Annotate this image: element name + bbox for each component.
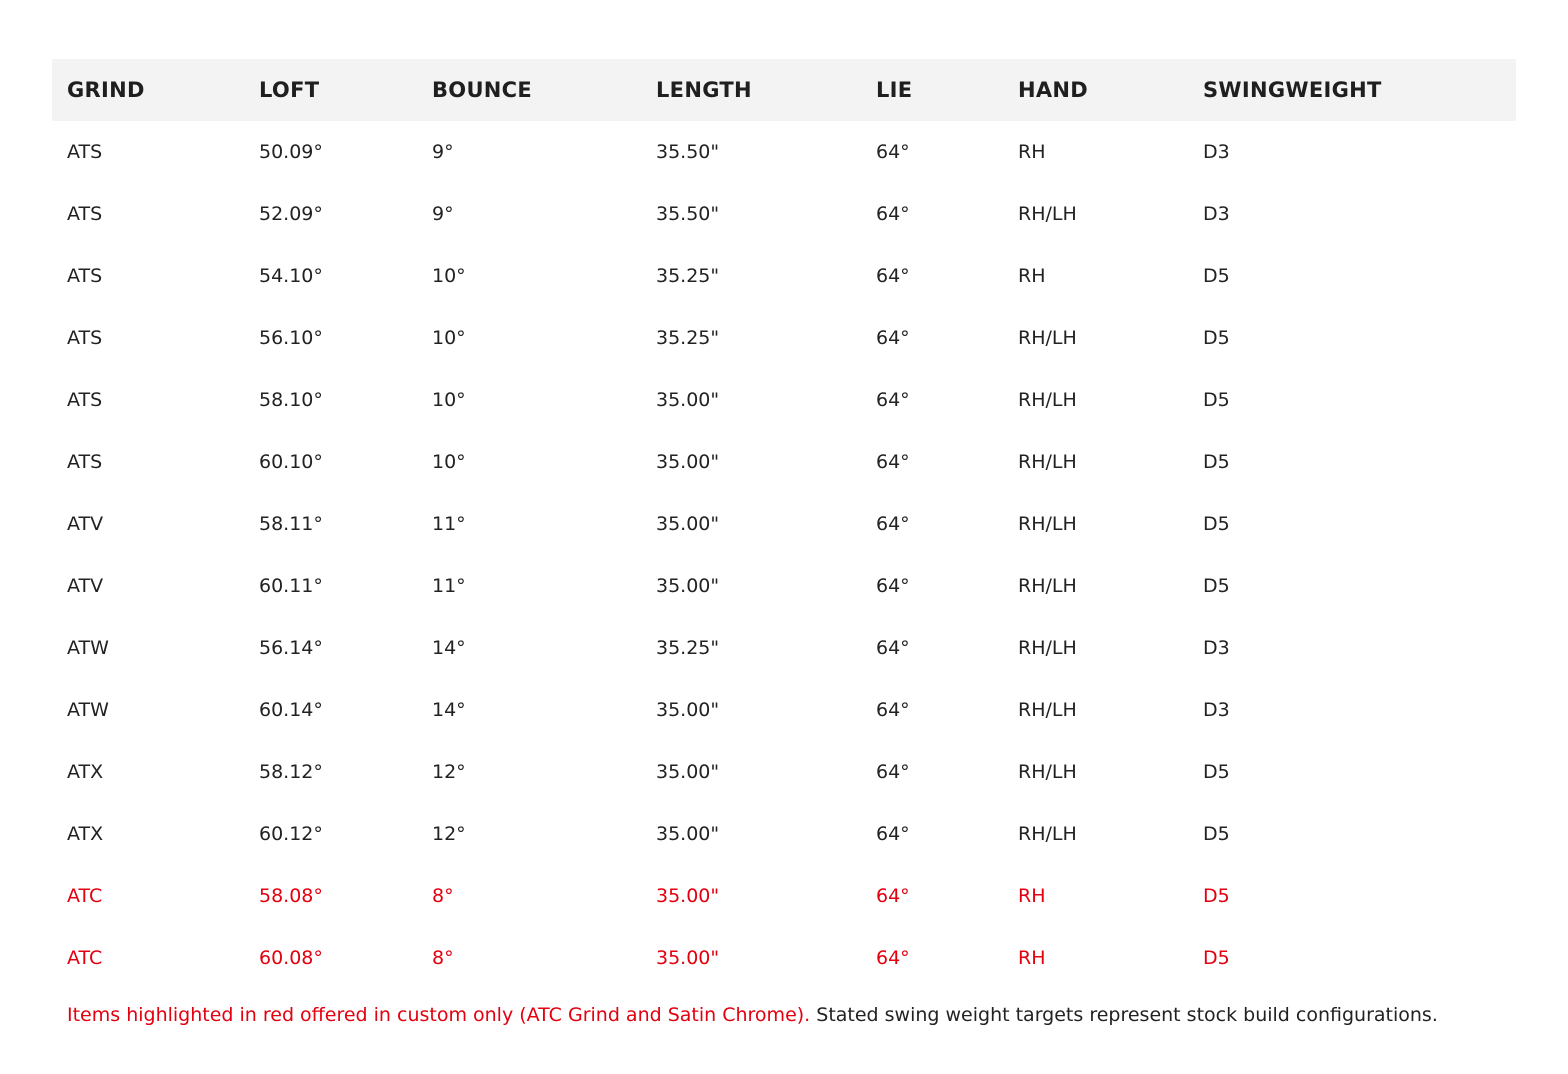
- cell-swingweight: D3: [1203, 637, 1230, 659]
- cell-swingweight: D3: [1203, 203, 1230, 225]
- cell-swingweight: D5: [1203, 265, 1230, 287]
- table-row: [52, 617, 1516, 679]
- cell-loft: 58.11°: [259, 513, 323, 535]
- footnote-stock-note: Stated swing weight targets represent stock build configurations.: [810, 1004, 1438, 1026]
- cell-length: 35.25": [656, 637, 720, 659]
- table-row: [52, 679, 1516, 741]
- cell-length: 35.25": [656, 265, 720, 287]
- cell-length: 35.00": [656, 575, 720, 597]
- table-row: [52, 927, 1516, 989]
- cell-swingweight: D5: [1203, 761, 1230, 783]
- cell-swingweight: D5: [1203, 885, 1230, 907]
- cell-bounce: 9°: [432, 203, 454, 225]
- cell-hand: RH/LH: [1018, 327, 1077, 349]
- cell-length: 35.50": [656, 203, 720, 225]
- cell-lie: 64°: [876, 761, 910, 783]
- cell-lie: 64°: [876, 637, 910, 659]
- wedge-specs-table: [52, 59, 1516, 989]
- cell-loft: 60.10°: [259, 451, 323, 473]
- column-header-hand: HAND: [1018, 78, 1089, 102]
- cell-bounce: 10°: [432, 265, 466, 287]
- cell-loft: 58.10°: [259, 389, 323, 411]
- cell-loft: 50.09°: [259, 141, 323, 163]
- cell-loft: 52.09°: [259, 203, 323, 225]
- cell-hand: RH/LH: [1018, 637, 1077, 659]
- cell-hand: RH/LH: [1018, 389, 1077, 411]
- table-body: [52, 121, 1516, 989]
- cell-length: 35.25": [656, 327, 720, 349]
- cell-hand: RH: [1018, 265, 1046, 287]
- cell-grind: ATS: [67, 389, 103, 411]
- cell-hand: RH: [1018, 947, 1046, 969]
- cell-loft: 60.14°: [259, 699, 323, 721]
- cell-bounce: 11°: [432, 575, 466, 597]
- cell-hand: RH/LH: [1018, 203, 1077, 225]
- cell-bounce: 12°: [432, 823, 466, 845]
- table-row: [52, 121, 1516, 183]
- cell-grind: ATS: [67, 451, 103, 473]
- cell-lie: 64°: [876, 575, 910, 597]
- cell-hand: RH/LH: [1018, 699, 1077, 721]
- table-row: [52, 803, 1516, 865]
- cell-lie: 64°: [876, 699, 910, 721]
- cell-length: 35.00": [656, 947, 720, 969]
- cell-grind: ATV: [67, 575, 104, 597]
- cell-hand: RH: [1018, 141, 1046, 163]
- footnote: [67, 1004, 1438, 1026]
- cell-lie: 64°: [876, 885, 910, 907]
- cell-loft: 60.12°: [259, 823, 323, 845]
- cell-grind: ATS: [67, 265, 103, 287]
- cell-hand: RH/LH: [1018, 575, 1077, 597]
- table-row: [52, 493, 1516, 555]
- cell-grind: ATV: [67, 513, 104, 535]
- cell-lie: 64°: [876, 203, 910, 225]
- cell-length: 35.00": [656, 389, 720, 411]
- column-header-swingweight: SWINGWEIGHT: [1203, 78, 1382, 102]
- footnote-custom-highlight: Items highlighted in red offered in custom only (ATC Grind and Satin Chrome).: [67, 1004, 811, 1026]
- cell-length: 35.00": [656, 451, 720, 473]
- column-header-grind: GRIND: [67, 78, 145, 102]
- cell-bounce: 10°: [432, 327, 466, 349]
- table-row: [52, 369, 1516, 431]
- cell-swingweight: D3: [1203, 141, 1230, 163]
- cell-lie: 64°: [876, 141, 910, 163]
- cell-hand: RH/LH: [1018, 451, 1077, 473]
- cell-lie: 64°: [876, 389, 910, 411]
- table-row: [52, 865, 1516, 927]
- cell-grind: ATW: [67, 699, 109, 721]
- cell-lie: 64°: [876, 265, 910, 287]
- table-row: [52, 555, 1516, 617]
- cell-bounce: 11°: [432, 513, 466, 535]
- cell-bounce: 10°: [432, 389, 466, 411]
- cell-bounce: 10°: [432, 451, 466, 473]
- cell-loft: 56.14°: [259, 637, 323, 659]
- specs-table-container: [52, 59, 1516, 989]
- cell-swingweight: D5: [1203, 513, 1230, 535]
- cell-grind: ATW: [67, 637, 109, 659]
- column-header-length: LENGTH: [656, 78, 752, 102]
- cell-lie: 64°: [876, 823, 910, 845]
- cell-hand: RH/LH: [1018, 513, 1077, 535]
- table-row: [52, 183, 1516, 245]
- cell-lie: 64°: [876, 327, 910, 349]
- cell-length: 35.50": [656, 141, 720, 163]
- header-row: [52, 59, 1516, 121]
- cell-length: 35.00": [656, 761, 720, 783]
- column-header-lie: LIE: [876, 78, 913, 102]
- cell-bounce: 12°: [432, 761, 466, 783]
- cell-loft: 60.08°: [259, 947, 323, 969]
- cell-grind: ATS: [67, 327, 103, 349]
- column-header-bounce: BOUNCE: [432, 78, 533, 102]
- cell-grind: ATS: [67, 141, 103, 163]
- cell-bounce: 8°: [432, 885, 454, 907]
- cell-loft: 60.11°: [259, 575, 323, 597]
- cell-grind: ATC: [67, 947, 103, 969]
- cell-grind: ATX: [67, 823, 104, 845]
- cell-grind: ATS: [67, 203, 103, 225]
- cell-length: 35.00": [656, 513, 720, 535]
- table-row: [52, 431, 1516, 493]
- cell-hand: RH/LH: [1018, 761, 1077, 783]
- cell-hand: RH: [1018, 885, 1046, 907]
- cell-bounce: 14°: [432, 699, 466, 721]
- column-header-loft: LOFT: [259, 78, 320, 102]
- cell-loft: 58.08°: [259, 885, 323, 907]
- cell-hand: RH/LH: [1018, 823, 1077, 845]
- cell-loft: 56.10°: [259, 327, 323, 349]
- cell-lie: 64°: [876, 947, 910, 969]
- cell-bounce: 8°: [432, 947, 454, 969]
- cell-loft: 54.10°: [259, 265, 323, 287]
- cell-lie: 64°: [876, 513, 910, 535]
- table-row: [52, 307, 1516, 369]
- cell-swingweight: D5: [1203, 823, 1230, 845]
- cell-swingweight: D5: [1203, 947, 1230, 969]
- cell-swingweight: D5: [1203, 451, 1230, 473]
- cell-swingweight: D5: [1203, 327, 1230, 349]
- table-header: [52, 59, 1516, 121]
- cell-length: 35.00": [656, 699, 720, 721]
- cell-grind: ATX: [67, 761, 104, 783]
- table-row: [52, 245, 1516, 307]
- cell-lie: 64°: [876, 451, 910, 473]
- cell-swingweight: D5: [1203, 389, 1230, 411]
- cell-length: 35.00": [656, 885, 720, 907]
- cell-length: 35.00": [656, 823, 720, 845]
- cell-grind: ATC: [67, 885, 103, 907]
- cell-loft: 58.12°: [259, 761, 323, 783]
- cell-swingweight: D3: [1203, 699, 1230, 721]
- cell-bounce: 14°: [432, 637, 466, 659]
- table-row: [52, 741, 1516, 803]
- cell-swingweight: D5: [1203, 575, 1230, 597]
- cell-bounce: 9°: [432, 141, 454, 163]
